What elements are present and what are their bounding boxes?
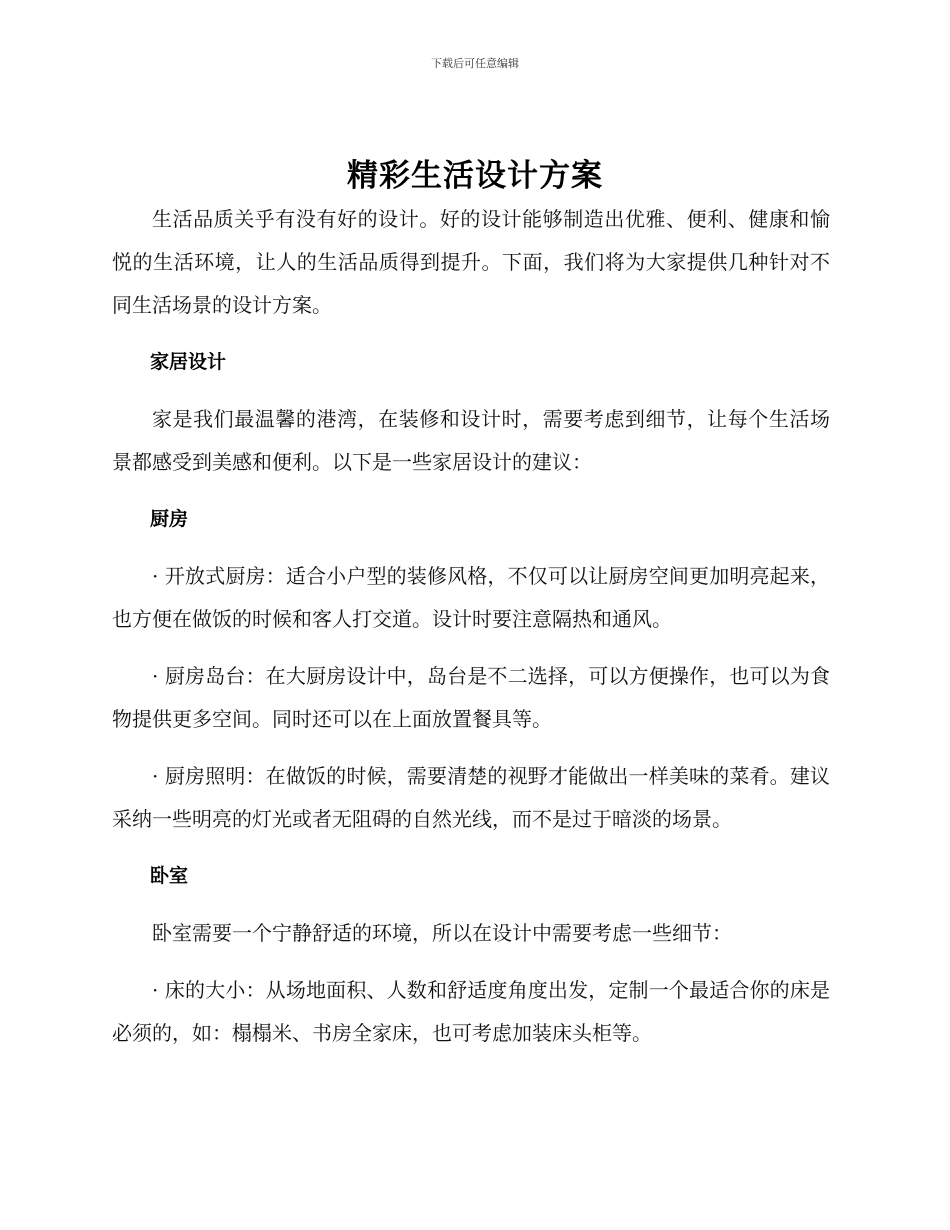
intro-paragraph: 生活品质关乎有没有好的设计。好的设计能够制造出优雅、便利、健康和愉悦的生活环境，让人的生活品质得到提升。下面，我们将为大家提供几种针对不同生活场景的设计方案。	[112, 207, 830, 317]
document-body	[112, 198, 830, 1069]
kitchen-item-open-kitchen: · 开放式厨房：适合小户型的装修风格，不仅可以让厨房空间更加明亮起来，也方便在做饭的时候和客人打交道。设计时要注意隔热和通风。	[112, 564, 830, 631]
bedroom-paragraph: 卧室需要一个宁静舒适的环境，所以在设计中需要考虑一些细节：	[152, 921, 732, 945]
header-note: 下载后可任意编辑	[431, 57, 519, 70]
kitchen-item-lighting: · 厨房照明：在做饭的时候，需要清楚的视野才能做出一样美味的菜肴。建议采纳一些明亮的灯光或者无阻碍的自然光线，而不是过于暗淡的场景。	[112, 764, 830, 831]
kitchen-item-island: · 厨房岛台：在大厨房设计中，岛台是不二选择，可以方便操作，也可以为食物提供更多空间。同时还可以在上面放置餐具等。	[112, 664, 830, 731]
kitchen-heading: 厨房	[150, 508, 189, 530]
home-design-heading: 家居设计	[150, 351, 227, 373]
document-title: 精彩生活设计方案	[347, 158, 603, 194]
home-design-paragraph: 家是我们最温馨的港湾，在装修和设计时，需要考虑到细节，让每个生活场景都感受到美感和便利。以下是一些家居设计的建议：	[112, 407, 830, 474]
bedroom-heading: 卧室	[150, 865, 189, 887]
bedroom-item-bed-size: · 床的大小：从场地面积、人数和舒适度角度出发，定制一个最适合你的床是必须的，如：榻榻米、书房全家床，也可考虑加装床头柜等。	[112, 978, 830, 1045]
